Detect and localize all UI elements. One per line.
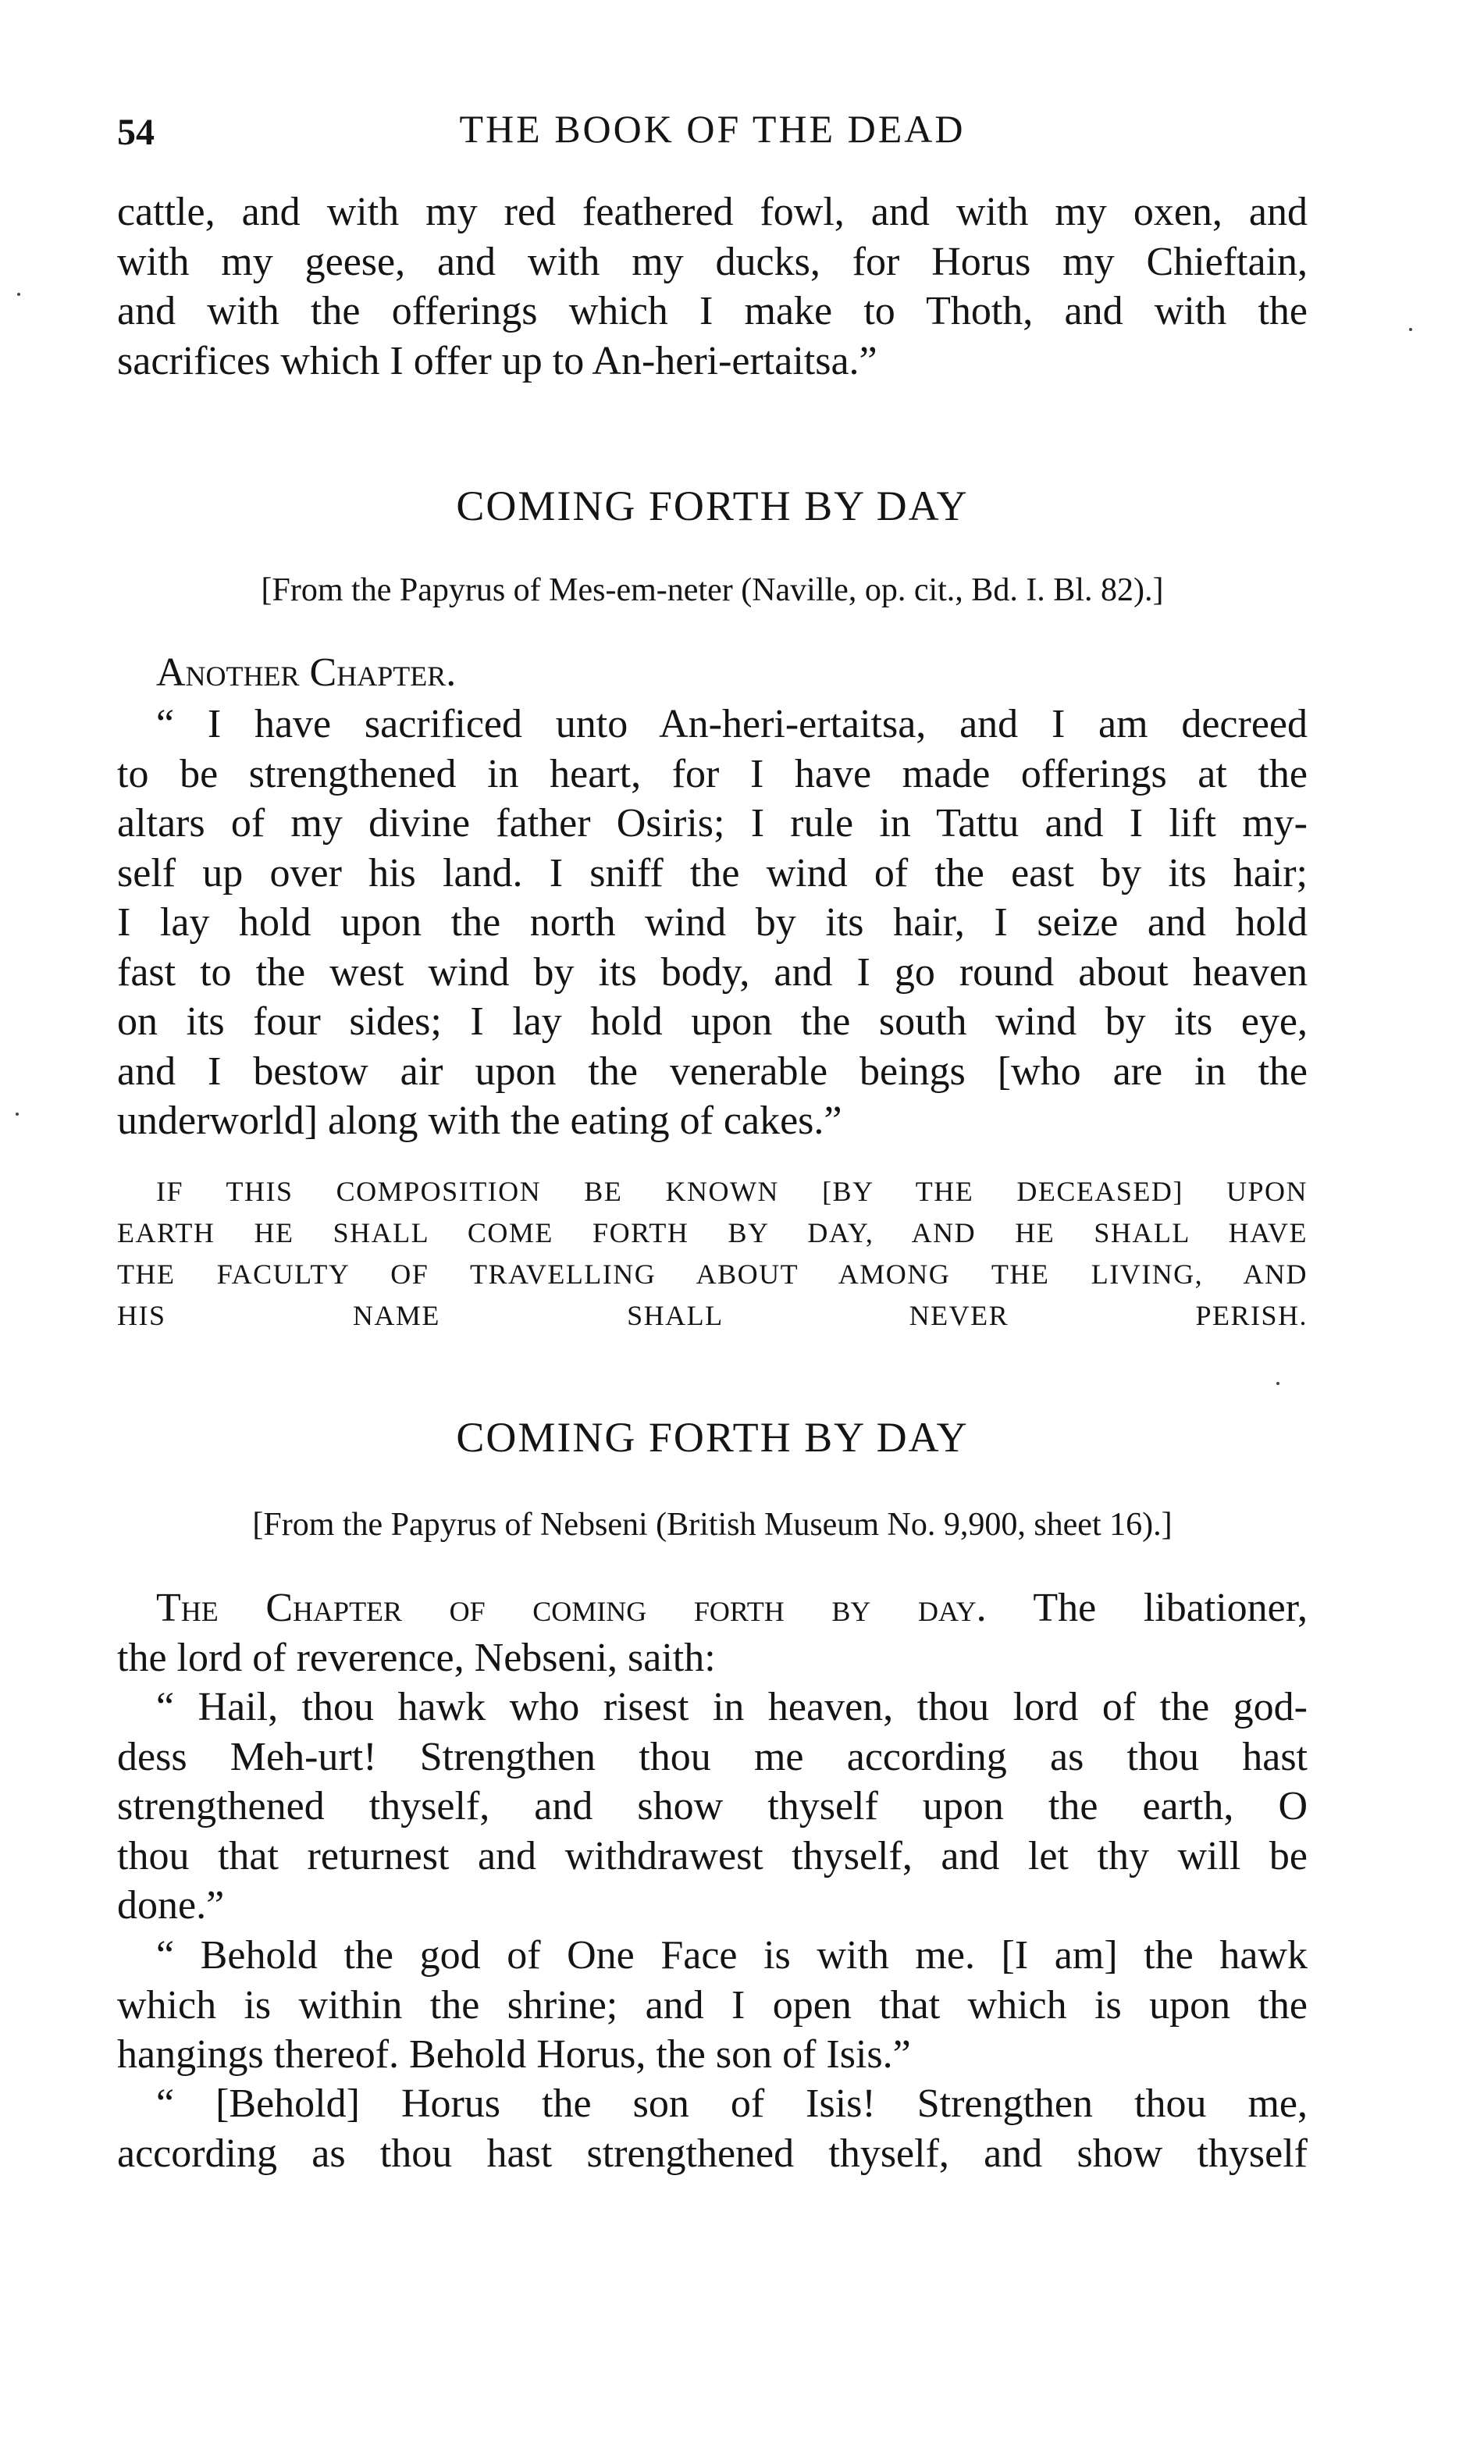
scan-speck [1409, 328, 1412, 331]
section2-paragraph2 [117, 1931, 1308, 2080]
text-line: strengthened thyself, and show thyself upon the earth, O [117, 1784, 1308, 1828]
section2-paragraph1 [117, 1682, 1308, 1931]
rubric-line: IF THIS COMPOSITION BE KNOWN [BY THE DECEASED] UPON [156, 1176, 1308, 1207]
text-line: I lay hold upon the north wind by its hair, I seize and hold [117, 900, 1308, 945]
section1-heading-block [117, 480, 1308, 532]
page-number: 54 [117, 112, 155, 153]
section1-paragraph [117, 700, 1308, 1146]
chapter-label: Another Chapter. [156, 650, 457, 695]
section2-intro [117, 1583, 1308, 1682]
section1-rubric [117, 1171, 1308, 1337]
text-line: underworld] along with the eating of cakes.” [117, 1098, 842, 1143]
section2-heading-block [117, 1412, 1308, 1463]
text-line: and I bestow air upon the venerable beings [who are in the [117, 1049, 1308, 1094]
text-line: “ Behold the god of One Face is with me. [I am] the hawk [156, 1933, 1308, 1978]
scan-speck [1276, 1382, 1279, 1385]
section2-paragraph3 [117, 2079, 1308, 2178]
section-heading: COMING FORTH BY DAY [456, 482, 969, 529]
text-line: self up over his land. I sniff the wind of the east by its hair; [117, 850, 1308, 896]
rubric-line: EARTH HE SHALL COME FORTH BY DAY, AND HE SHALL HAVE [117, 1217, 1308, 1248]
intro-line [117, 1583, 1308, 1633]
rubric-line: HIS NAME SHALL NEVER PERISH. [117, 1300, 1308, 1331]
text-line: “ Hail, thou hawk who risest in heaven, thou lord of the god- [156, 1685, 1308, 1729]
rubric-line: THE FACULTY OF TRAVELLING ABOUT AMONG THE LIVING, AND [117, 1259, 1308, 1290]
source-citation: [From the Papyrus of Mes-em-neter (Naville, op. cit., Bd. I. Bl. 82).] [261, 572, 1164, 608]
text-line: altars of my divine father Osiris; I rule in Tattu and I lift my- [117, 801, 1308, 846]
scan-speck [16, 1113, 19, 1116]
section1-chapter-label-block [117, 648, 1308, 698]
continuation-paragraph [117, 187, 1308, 386]
text-line: “ [Behold] Horus the son of Isis! Strengthen thou me, [156, 2081, 1308, 2126]
intro-rest: The libationer, [1033, 1586, 1308, 1630]
text-line: to be strengthened in heart, for I have made offerings at the [117, 751, 1308, 796]
text-line: with my geese, and with my ducks, for Horus my Chieftain, [117, 239, 1308, 284]
text-line: thou that returnest and withdrawest thyself, and let thy will be [117, 1833, 1308, 1878]
text-line: done.” [117, 1883, 225, 1928]
section1-source-block [117, 568, 1308, 612]
scan-speck [17, 293, 20, 296]
text-line: hangings thereof. Behold Horus, the son of Isis.” [117, 2032, 911, 2077]
text-line: on its four sides; I lay hold upon the south wind by its eye, [117, 999, 1308, 1044]
text-line: the lord of reverence, Nebseni, saith: [117, 1635, 716, 1680]
chapter-title-smallcaps: The Chapter of coming forth by day. [156, 1586, 987, 1630]
text-line: and with the offerings which I make to Thoth, and with the [117, 289, 1308, 333]
text-line: sacrifices which I offer up to An-heri-ertaitsa.” [117, 338, 877, 383]
text-line: which is within the shrine; and I open that which is upon the [117, 1982, 1308, 2028]
text-line: according as thou hast strengthened thyself, and show thyself [117, 2131, 1308, 2176]
section2-source-block [117, 1503, 1308, 1547]
source-citation: [From the Papyrus of Nebseni (British Museum No. 9,900, sheet 16).] [252, 1507, 1173, 1543]
text-line: cattle, and with my red feathered fowl, and with my oxen, and [117, 190, 1308, 234]
text-line: dess Meh-urt! Strengthen thou me according as thou hast [117, 1734, 1308, 1779]
text-line: fast to the west wind by its body, and I go round about heaven [117, 949, 1308, 995]
section-heading: COMING FORTH BY DAY [456, 1414, 969, 1461]
text-line: “ I have sacrificed unto An-heri-ertaitsa, and I am decreed [156, 702, 1308, 746]
running-title: THE BOOK OF THE DEAD [459, 107, 966, 151]
